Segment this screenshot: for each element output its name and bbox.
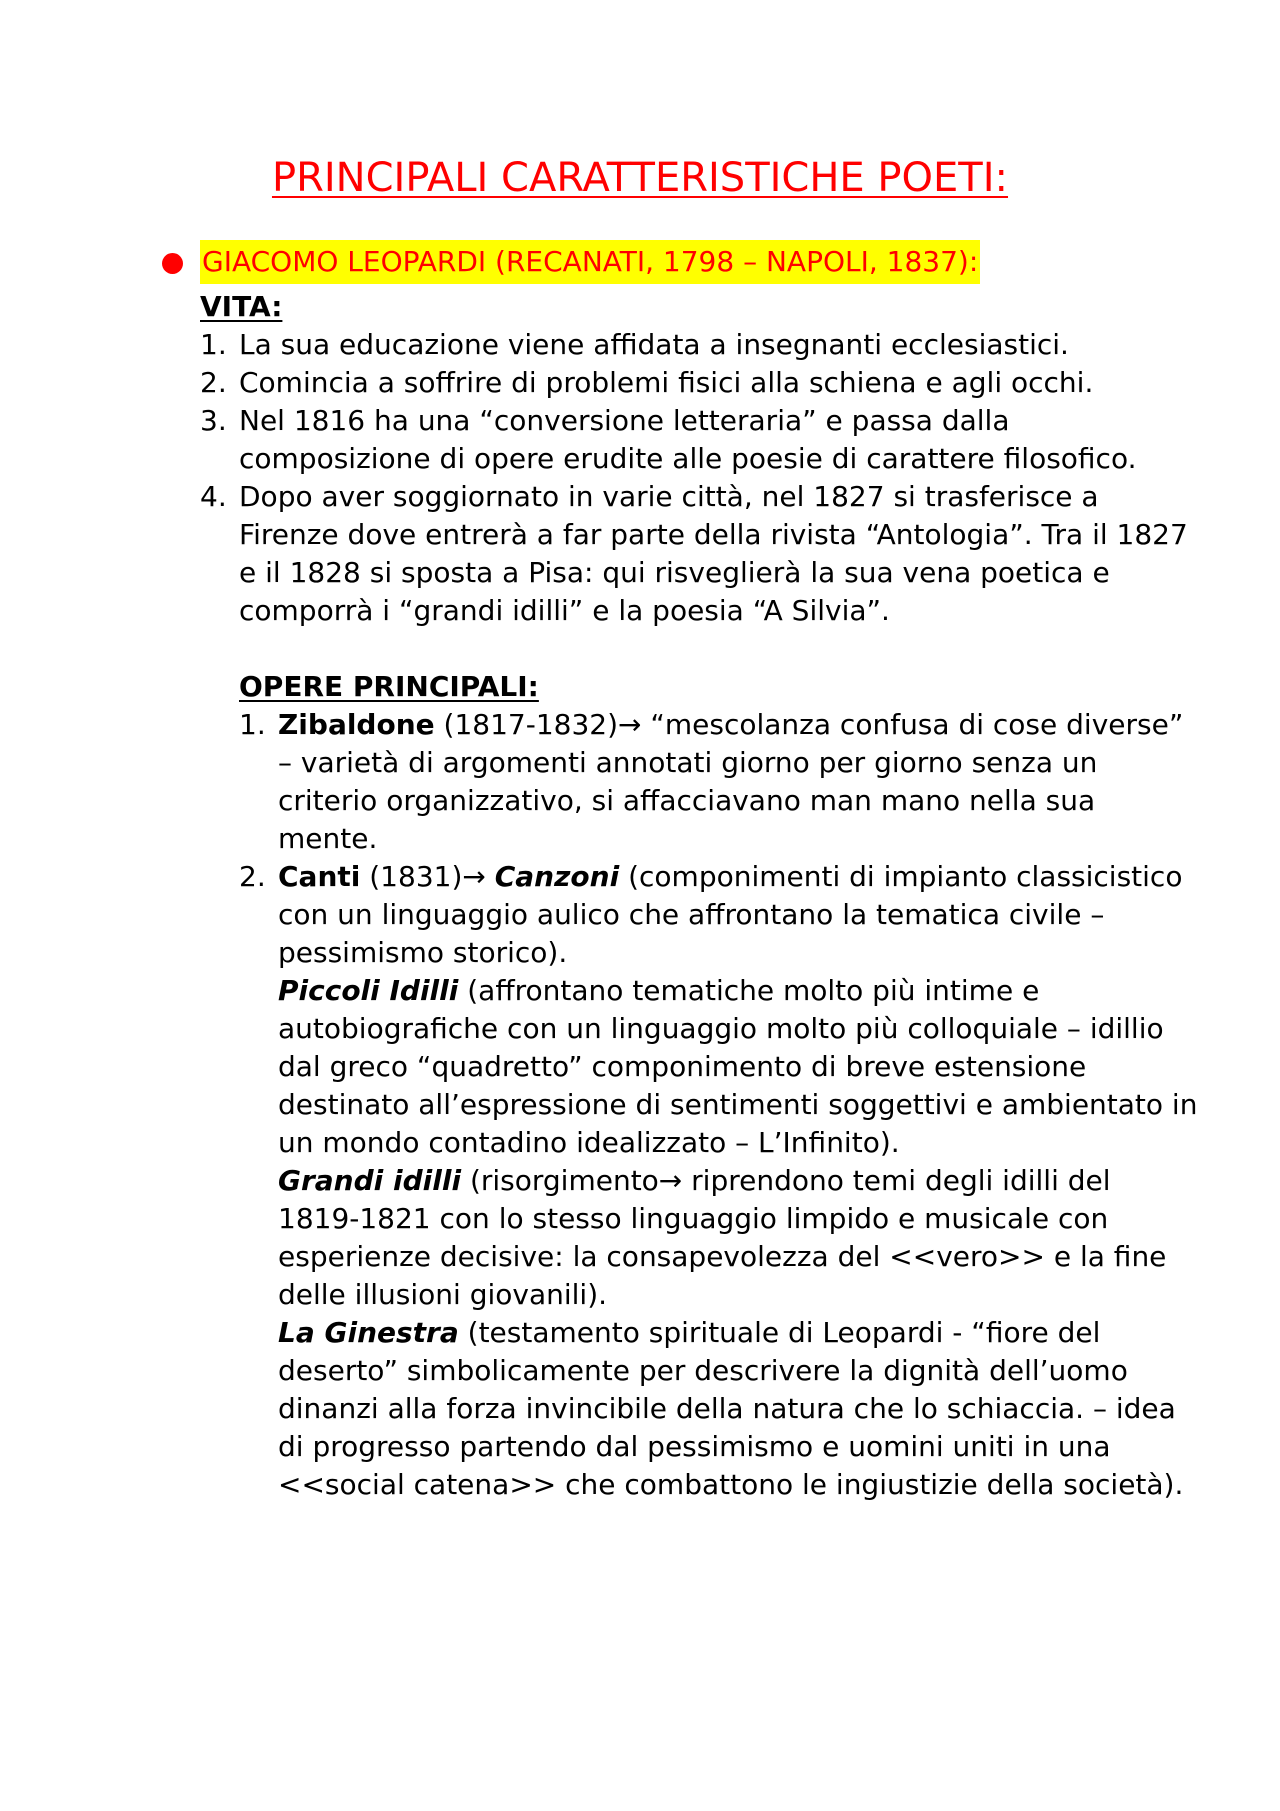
canti-piccoli-idilli: [278, 972, 1200, 1162]
work-years-canti: (1831)→: [360, 860, 495, 893]
list-number: 1.: [239, 708, 266, 741]
work-years-zibaldone: (1817-1832)→: [434, 708, 651, 741]
vita-item-text: Nel 1816 ha una “conversione letteraria” e passa dalla composizione di opere erudite alle poesie di carattere filosofico.: [239, 404, 1137, 475]
list-number: 4.: [200, 480, 227, 513]
vita-heading: VITA:: [200, 290, 283, 323]
vita-item: [200, 402, 1200, 478]
grandi-idilli-text: (risorgimento→ riprendono temi degli idilli del 1819-1821 con lo stesso linguaggio limpido e musicale con esperienze decisive: la consapevolezza del <<vero>> e la fine delle illusioni giovanili).: [278, 1164, 1167, 1311]
canti-canzoni: [278, 858, 1200, 972]
opere-item-canti: [239, 858, 1200, 1504]
opere-item-zibaldone: [239, 706, 1200, 858]
work-description-zibaldone: “mescolanza confusa di cose diverse” – varietà di argomenti annotati giorno per giorno senza un criterio organizzativo, si affacciavano man mano nella sua mente.: [278, 708, 1184, 855]
vita-item: [200, 326, 1200, 364]
list-number: 2.: [239, 860, 266, 893]
list-number: 3.: [200, 404, 227, 437]
list-number: 2.: [200, 366, 227, 399]
la-ginestra-text: (testamento spirituale di Leopardi - “fiore del deserto” simbolicamente per descrivere la dignità dell’uomo dinanzi alla forza invincibile della natura che lo schiaccia. – idea di progresso partendo dal pessimismo e uomini uniti in una <<social catena>> che combattono le ingiustizie della società).: [278, 1316, 1184, 1501]
vita-item-text: Comincia a soffrire di problemi fisici alla schiena e agli occhi.: [239, 366, 1094, 399]
grandi-idilli-label: Grandi idilli: [278, 1164, 462, 1197]
canzoni-text: (componimenti di impianto classicistico con un linguaggio aulico che affrontano la tematica civile – pessimismo storico).: [278, 860, 1183, 969]
poet-content: [200, 288, 1200, 1504]
list-number: 1.: [200, 328, 227, 361]
canti-grandi-idilli: [278, 1162, 1200, 1314]
canzoni-label: Canzoni: [494, 860, 620, 893]
page-title: PRINCIPALI CARATTERISTICHE POETI:: [271, 155, 1009, 201]
opere-list: [239, 706, 1200, 1504]
spacer: [200, 630, 1200, 668]
poet-heading: GIACOMO LEOPARDI (RECANATI, 1798 – NAPOLI, 1837):: [200, 240, 980, 284]
vita-item-text: Dopo aver soggiornato in varie città, nel 1827 si trasferisce a Firenze dove entrerà a far parte della rivista “Antologia”. Tra il 1827 e il 1828 si sposta a Pisa: qui risveglierà la sua vena poetica e comporrà i “grandi idilli” e la poesia “A Silvia”.: [239, 480, 1188, 627]
vita-item-text: La sua educazione viene affidata a insegnanti ecclesiastici.: [239, 328, 1069, 361]
piccoli-idilli-label: Piccoli Idilli: [278, 974, 459, 1007]
vita-item: [200, 478, 1200, 630]
vita-list: [200, 326, 1200, 630]
canti-la-ginestra: [278, 1314, 1200, 1504]
work-title-canti: Canti: [278, 860, 361, 893]
opere-heading: OPERE PRINCIPALI:: [239, 670, 539, 703]
piccoli-idilli-text: (affrontano tematiche molto più intime e autobiografiche con un linguaggio molto più colloquiale – idillio dal greco “quadretto” componimento di breve estensione destinato all’espressione di sentimenti soggettivi e ambientato in un mondo contadino idealizzato – L’Infinito).: [278, 974, 1198, 1159]
opere-section: [239, 668, 1200, 1504]
la-ginestra-label: La Ginestra: [278, 1316, 459, 1349]
vita-item: [200, 364, 1200, 402]
work-title-zibaldone: Zibaldone: [278, 708, 435, 741]
red-bullet-icon: [162, 253, 183, 274]
